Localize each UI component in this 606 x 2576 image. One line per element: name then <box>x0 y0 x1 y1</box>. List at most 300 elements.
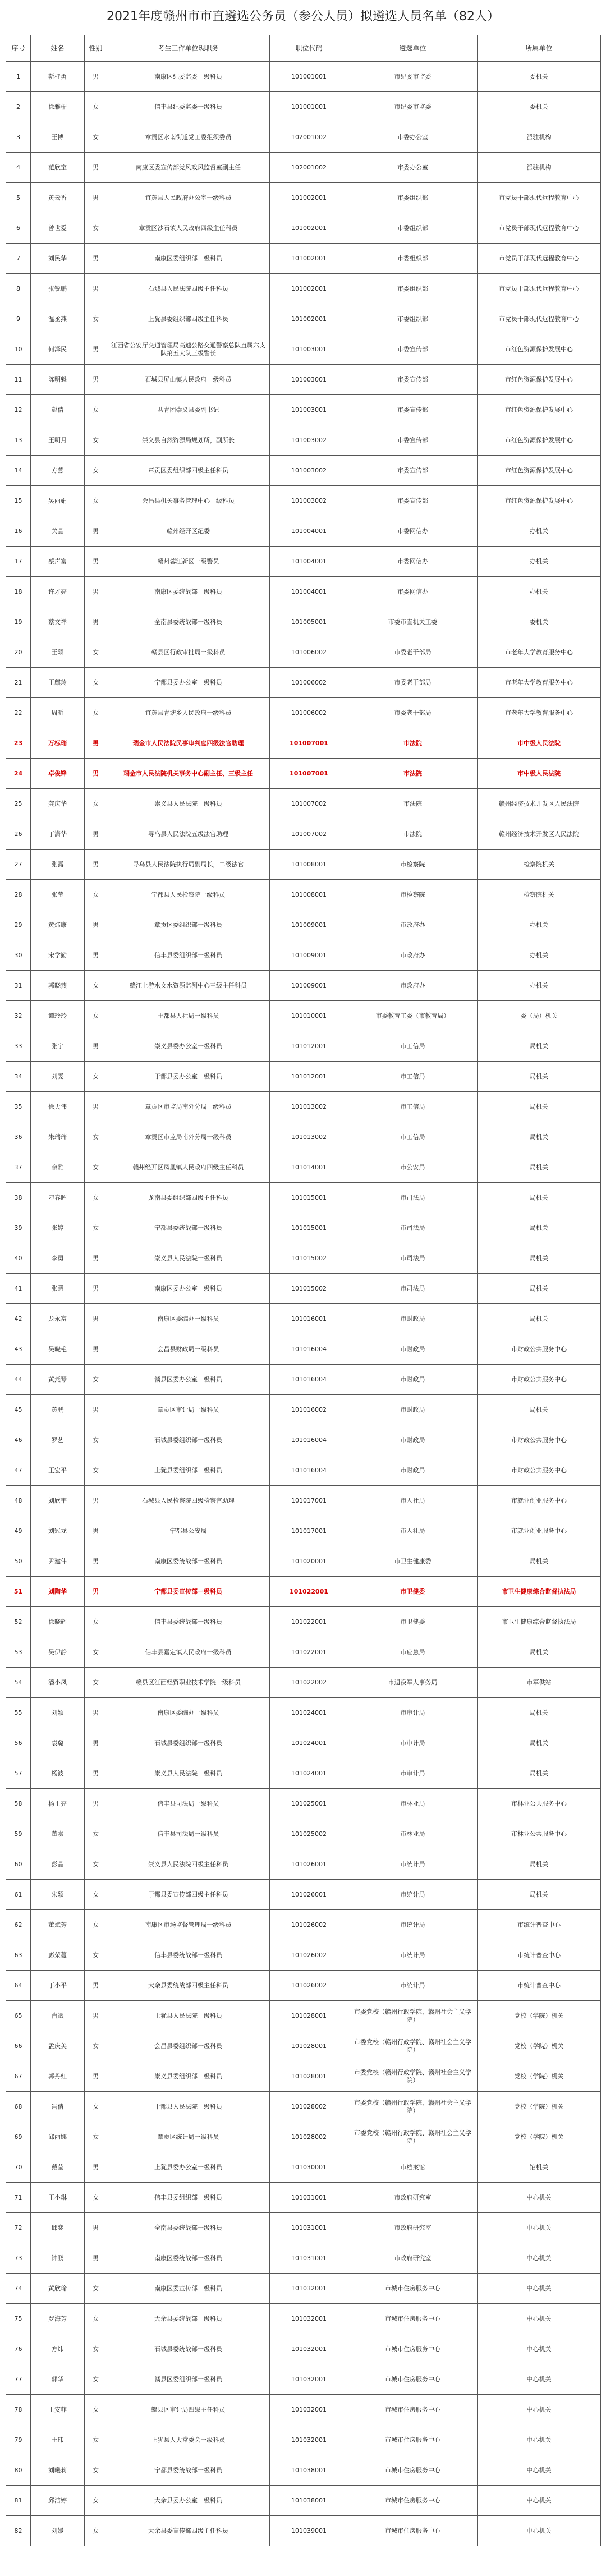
cell-name: 王宏平 <box>31 1455 85 1486</box>
cell-seq: 2 <box>6 92 31 122</box>
cell-gender: 女 <box>85 2395 107 2425</box>
cell-affiliated-unit: 市统计普查中心 <box>478 1910 601 1940</box>
cell-name: 朱瑞瑞 <box>31 1122 85 1152</box>
cell-affiliated-unit: 中心机关 <box>478 2455 601 2486</box>
table-row <box>6 1789 601 1819</box>
cell-affiliated-unit: 市统计普查中心 <box>478 1971 601 2001</box>
header-affiliated-unit: 所属单位 <box>478 35 601 62</box>
cell-gender: 女 <box>85 1213 107 1243</box>
cell-affiliated-unit: 市就业创业服务中心 <box>478 1516 601 1546</box>
cell-gender: 男 <box>85 1486 107 1516</box>
cell-name: 张露 <box>31 850 85 880</box>
cell-seq: 19 <box>6 607 31 637</box>
cell-gender: 女 <box>85 637 107 668</box>
table-row <box>6 698 601 728</box>
cell-selecting-unit: 市统计局 <box>348 1971 478 2001</box>
cell-gender: 女 <box>85 1425 107 1455</box>
cell-gender: 男 <box>85 334 107 365</box>
cell-gender: 男 <box>85 516 107 547</box>
cell-current-position: 大余县委宣传部四级主任科员 <box>107 2516 270 2546</box>
cell-selecting-unit: 市政府研究室 <box>348 2183 478 2213</box>
cell-selecting-unit: 市统计局 <box>348 1880 478 1910</box>
table-row <box>6 395 601 425</box>
cell-affiliated-unit: 市党员干部现代远程教育中心 <box>478 213 601 244</box>
cell-selecting-unit: 市委组织部 <box>348 213 478 244</box>
cell-position-code: 102001002 <box>270 122 348 153</box>
cell-seq: 30 <box>6 940 31 971</box>
header-gender: 性别 <box>85 35 107 62</box>
cell-affiliated-unit: 市红色资源保护发展中心 <box>478 365 601 395</box>
cell-name: 刘颖 <box>31 1698 85 1728</box>
cell-seq: 17 <box>6 547 31 577</box>
cell-affiliated-unit: 中心机关 <box>478 2334 601 2364</box>
cell-selecting-unit: 市委党校（赣州行政学院、赣州社会主义学院） <box>348 2122 478 2152</box>
cell-name: 关晶 <box>31 516 85 547</box>
cell-gender: 女 <box>85 1607 107 1637</box>
table-row <box>6 516 601 547</box>
cell-affiliated-unit: 市老年大学教育服务中心 <box>478 637 601 668</box>
cell-position-code: 101038001 <box>270 2455 348 2486</box>
cell-current-position: 瑞金市人民法院机关事务中心副主任、三级主任 <box>107 759 270 789</box>
table-row <box>6 577 601 607</box>
cell-position-code: 101038001 <box>270 2486 348 2516</box>
cell-gender: 女 <box>85 789 107 819</box>
cell-current-position: 南康区委统战部一级科员 <box>107 577 270 607</box>
cell-position-code: 101001001 <box>270 92 348 122</box>
cell-seq: 65 <box>6 2001 31 2031</box>
cell-position-code: 101006002 <box>270 698 348 728</box>
cell-selecting-unit: 市委老干部局 <box>348 637 478 668</box>
cell-current-position: 信丰县委组织部一级科员 <box>107 940 270 971</box>
cell-affiliated-unit: 局机关 <box>478 1758 601 1789</box>
cell-affiliated-unit: 委机关 <box>478 62 601 92</box>
cell-gender: 男 <box>85 1395 107 1425</box>
cell-position-code: 101003001 <box>270 395 348 425</box>
cell-affiliated-unit: 市中级人民法院 <box>478 728 601 759</box>
cell-current-position: 全南县委统战部一级科员 <box>107 2213 270 2243</box>
cell-current-position: 宁都县公安局 <box>107 1516 270 1546</box>
cell-position-code: 101015002 <box>270 1243 348 1274</box>
cell-gender: 女 <box>85 1001 107 1031</box>
cell-seq: 18 <box>6 577 31 607</box>
cell-gender: 男 <box>85 1789 107 1819</box>
cell-affiliated-unit: 局机关 <box>478 1849 601 1880</box>
cell-seq: 1 <box>6 62 31 92</box>
cell-seq: 72 <box>6 2213 31 2243</box>
cell-seq: 77 <box>6 2364 31 2395</box>
table-body <box>6 62 601 2546</box>
cell-name: 蔡声富 <box>31 547 85 577</box>
cell-name: 万标瑞 <box>31 728 85 759</box>
table-row <box>6 2334 601 2364</box>
cell-seq: 62 <box>6 1910 31 1940</box>
cell-seq: 11 <box>6 365 31 395</box>
cell-name: 方炜 <box>31 2334 85 2364</box>
header-name: 姓名 <box>31 35 85 62</box>
cell-current-position: 南康区委办公室一级科员 <box>107 1274 270 1304</box>
cell-position-code: 101015002 <box>270 1274 348 1304</box>
cell-position-code: 101022001 <box>270 1577 348 1607</box>
cell-affiliated-unit: 局机关 <box>478 1122 601 1152</box>
cell-current-position: 会昌县委组织部一级科员 <box>107 2031 270 2061</box>
cell-gender: 女 <box>85 2455 107 2486</box>
cell-selecting-unit: 市司法局 <box>348 1243 478 1274</box>
cell-gender: 女 <box>85 425 107 456</box>
cell-affiliated-unit: 中心机关 <box>478 2486 601 2516</box>
cell-affiliated-unit: 市财政公共服务中心 <box>478 1365 601 1395</box>
cell-seq: 5 <box>6 183 31 213</box>
cell-name: 余雅 <box>31 1152 85 1183</box>
table-row <box>6 1152 601 1183</box>
table-row <box>6 637 601 668</box>
cell-gender: 男 <box>85 1728 107 1758</box>
cell-gender: 女 <box>85 1365 107 1395</box>
cell-selecting-unit: 市委老干部局 <box>348 668 478 698</box>
cell-selecting-unit: 市司法局 <box>348 1274 478 1304</box>
cell-seq: 4 <box>6 153 31 183</box>
table-row <box>6 2516 601 2546</box>
cell-current-position: 章贡区统计局一级科员 <box>107 2122 270 2152</box>
cell-selecting-unit: 市委老干部局 <box>348 698 478 728</box>
table-row <box>6 365 601 395</box>
cell-current-position: 龙南县委组织部四级主任科员 <box>107 1183 270 1213</box>
cell-position-code: 101022001 <box>270 1607 348 1637</box>
cell-seq: 35 <box>6 1092 31 1122</box>
cell-selecting-unit: 市法院 <box>348 728 478 759</box>
table-row <box>6 334 601 365</box>
cell-gender: 男 <box>85 577 107 607</box>
cell-position-code: 101012001 <box>270 1031 348 1062</box>
cell-affiliated-unit: 办机关 <box>478 547 601 577</box>
cell-seq: 75 <box>6 2304 31 2334</box>
cell-position-code: 101026002 <box>270 1940 348 1971</box>
table-row <box>6 1213 601 1243</box>
cell-seq: 8 <box>6 274 31 304</box>
cell-position-code: 101009001 <box>270 971 348 1001</box>
table-row <box>6 62 601 92</box>
table-row <box>6 728 601 759</box>
cell-affiliated-unit: 派驻机构 <box>478 122 601 153</box>
cell-gender: 男 <box>85 759 107 789</box>
cell-affiliated-unit: 市红色资源保护发展中心 <box>478 456 601 486</box>
cell-seq: 44 <box>6 1365 31 1395</box>
cell-affiliated-unit: 局机关 <box>478 1213 601 1243</box>
cell-gender: 男 <box>85 1304 107 1334</box>
cell-current-position: 赣州经开区凤凰镇人民政府四级主任科员 <box>107 1152 270 1183</box>
cell-current-position: 石城县屏山镇人民政府一级科员 <box>107 365 270 395</box>
cell-gender: 女 <box>85 2486 107 2516</box>
cell-position-code: 101002001 <box>270 244 348 274</box>
cell-selecting-unit: 市城市住房服务中心 <box>348 2395 478 2425</box>
cell-selecting-unit: 市林业局 <box>348 1789 478 1819</box>
cell-affiliated-unit: 委机关 <box>478 92 601 122</box>
cell-selecting-unit: 市政府办 <box>348 940 478 971</box>
table-row <box>6 1425 601 1455</box>
cell-selecting-unit: 市政府研究室 <box>348 2243 478 2274</box>
cell-position-code: 101003001 <box>270 365 348 395</box>
cell-current-position: 赣江上游水文水资源监测中心三级主任科员 <box>107 971 270 1001</box>
cell-current-position: 信丰县司法局一级科员 <box>107 1789 270 1819</box>
cell-affiliated-unit: 局机关 <box>478 1698 601 1728</box>
table-row <box>6 910 601 940</box>
cell-position-code: 101007002 <box>270 789 348 819</box>
cell-name: 黄燕琴 <box>31 1365 85 1395</box>
cell-affiliated-unit: 市财政公共服务中心 <box>478 1425 601 1455</box>
cell-seq: 45 <box>6 1395 31 1425</box>
cell-gender: 男 <box>85 244 107 274</box>
cell-gender: 女 <box>85 971 107 1001</box>
cell-selecting-unit: 市卫生健康委 <box>348 1546 478 1577</box>
cell-affiliated-unit: 中心机关 <box>478 2183 601 2213</box>
cell-current-position: 宁都县人民检察院一级科员 <box>107 880 270 910</box>
cell-current-position: 赣州蓉江新区一级警员 <box>107 547 270 577</box>
cell-current-position: 寻乌县人民法院执行局副局长，二级法官 <box>107 850 270 880</box>
cell-seq: 27 <box>6 850 31 880</box>
cell-affiliated-unit: 局机关 <box>478 1183 601 1213</box>
cell-selecting-unit: 市纪委市监委 <box>348 62 478 92</box>
cell-seq: 55 <box>6 1698 31 1728</box>
cell-gender: 女 <box>85 1880 107 1910</box>
cell-current-position: 章贡区审计局一级科员 <box>107 1395 270 1425</box>
cell-selecting-unit: 市委党校（赣州行政学院、赣州社会主义学院） <box>348 2061 478 2092</box>
cell-seq: 20 <box>6 637 31 668</box>
cell-affiliated-unit: 中心机关 <box>478 2274 601 2304</box>
table-row <box>6 456 601 486</box>
table-row <box>6 1668 601 1698</box>
cell-selecting-unit: 市委网信办 <box>348 547 478 577</box>
header-current-position: 考生工作单位现职务 <box>107 35 270 62</box>
cell-name: 刘冠龙 <box>31 1516 85 1546</box>
cell-position-code: 101022002 <box>270 1668 348 1698</box>
cell-seq: 47 <box>6 1455 31 1486</box>
cell-selecting-unit: 市审计局 <box>348 1758 478 1789</box>
cell-seq: 54 <box>6 1668 31 1698</box>
cell-gender: 男 <box>85 2243 107 2274</box>
cell-position-code: 101002001 <box>270 213 348 244</box>
cell-gender: 男 <box>85 1971 107 2001</box>
table-row <box>6 1971 601 2001</box>
cell-name: 肖斌 <box>31 2001 85 2031</box>
table-row <box>6 1122 601 1152</box>
cell-selecting-unit: 市法院 <box>348 819 478 850</box>
cell-gender: 女 <box>85 2334 107 2364</box>
cell-seq: 74 <box>6 2274 31 2304</box>
cell-current-position: 大余县委统战部四级主任科员 <box>107 1971 270 2001</box>
cell-current-position: 于都县人民法院一级科员 <box>107 2092 270 2122</box>
table-row <box>6 2304 601 2334</box>
cell-seq: 66 <box>6 2031 31 2061</box>
cell-selecting-unit: 市检察院 <box>348 850 478 880</box>
table-row <box>6 1304 601 1334</box>
cell-name: 周昕 <box>31 698 85 728</box>
cell-selecting-unit: 市档案馆 <box>348 2152 478 2183</box>
cell-seq: 22 <box>6 698 31 728</box>
cell-name: 董嘉 <box>31 1819 85 1849</box>
cell-affiliated-unit: 市军供站 <box>478 1668 601 1698</box>
cell-current-position: 上犹县委组织部一级科员 <box>107 1455 270 1486</box>
table-row <box>6 1910 601 1940</box>
table-row <box>6 304 601 334</box>
cell-selecting-unit: 市人社局 <box>348 1516 478 1546</box>
cell-position-code: 101028001 <box>270 2001 348 2031</box>
table-row <box>6 1486 601 1516</box>
cell-name: 尹建伟 <box>31 1546 85 1577</box>
table-row <box>6 153 601 183</box>
cell-seq: 57 <box>6 1758 31 1789</box>
cell-current-position: 章贡区市监局南外分局一级科员 <box>107 1092 270 1122</box>
table-row <box>6 486 601 516</box>
cell-name: 黄鹏 <box>31 1395 85 1425</box>
cell-selecting-unit: 市卫健委 <box>348 1577 478 1607</box>
cell-current-position: 石城县委组织部一级科员 <box>107 1728 270 1758</box>
cell-position-code: 101032001 <box>270 2364 348 2395</box>
cell-affiliated-unit: 市卫生健康综合监督执法局 <box>478 1577 601 1607</box>
cell-position-code: 101002001 <box>270 304 348 334</box>
cell-name: 丁潇华 <box>31 819 85 850</box>
table-row <box>6 2001 601 2031</box>
cell-seq: 50 <box>6 1546 31 1577</box>
table-row <box>6 2061 601 2092</box>
cell-selecting-unit: 市人社局 <box>348 1486 478 1516</box>
cell-affiliated-unit: 市老年大学教育服务中心 <box>478 698 601 728</box>
cell-gender: 女 <box>85 395 107 425</box>
cell-position-code: 101002001 <box>270 183 348 213</box>
cell-selecting-unit: 市委市直机关工委 <box>348 607 478 637</box>
cell-position-code: 101032001 <box>270 2425 348 2455</box>
cell-current-position: 赣县区委办公室一级科员 <box>107 1365 270 1395</box>
cell-current-position: 会昌县财政局一级科员 <box>107 1334 270 1365</box>
cell-selecting-unit: 市财政局 <box>348 1304 478 1334</box>
cell-affiliated-unit: 中心机关 <box>478 2304 601 2334</box>
cell-name: 龚庆华 <box>31 789 85 819</box>
cell-gender: 男 <box>85 547 107 577</box>
cell-seq: 68 <box>6 2092 31 2122</box>
cell-selecting-unit: 市统计局 <box>348 1910 478 1940</box>
table-row <box>6 1183 601 1213</box>
cell-current-position: 于都县人社局一级科员 <box>107 1001 270 1031</box>
cell-name: 杨波 <box>31 1758 85 1789</box>
cell-position-code: 101032001 <box>270 2395 348 2425</box>
cell-current-position: 上犹县委组织部四级主任科员 <box>107 304 270 334</box>
cell-name: 冯倩 <box>31 2092 85 2122</box>
cell-position-code: 101013002 <box>270 1122 348 1152</box>
cell-position-code: 101017001 <box>270 1516 348 1546</box>
table-row <box>6 759 601 789</box>
table-row <box>6 668 601 698</box>
cell-gender: 男 <box>85 274 107 304</box>
cell-selecting-unit: 市财政局 <box>348 1334 478 1365</box>
cell-current-position: 赣县区行政审批局一级科员 <box>107 637 270 668</box>
cell-seq: 21 <box>6 668 31 698</box>
cell-current-position: 石城县委统战部一级科员 <box>107 2334 270 2364</box>
table-row <box>6 940 601 971</box>
cell-affiliated-unit: 局机关 <box>478 1031 601 1062</box>
cell-name: 刘曦莉 <box>31 2455 85 2486</box>
cell-current-position: 大余县委办公室一级科员 <box>107 2486 270 2516</box>
cell-position-code: 101014001 <box>270 1152 348 1183</box>
cell-name: 刘民华 <box>31 244 85 274</box>
cell-affiliated-unit: 办机关 <box>478 910 601 940</box>
cell-position-code: 101016002 <box>270 1395 348 1425</box>
cell-gender: 女 <box>85 1122 107 1152</box>
cell-name: 丁小平 <box>31 1971 85 2001</box>
cell-seq: 39 <box>6 1213 31 1243</box>
cell-name: 陈明魁 <box>31 365 85 395</box>
cell-selecting-unit: 市委组织部 <box>348 304 478 334</box>
cell-selecting-unit: 市政府研究室 <box>348 2213 478 2243</box>
cell-seq: 58 <box>6 1789 31 1819</box>
cell-affiliated-unit: 中心机关 <box>478 2213 601 2243</box>
cell-seq: 61 <box>6 1880 31 1910</box>
cell-affiliated-unit: 党校（学院）机关 <box>478 2031 601 2061</box>
cell-current-position: 南康区委组织部一级科员 <box>107 244 270 274</box>
cell-name: 黄云香 <box>31 183 85 213</box>
cell-seq: 48 <box>6 1486 31 1516</box>
cell-affiliated-unit: 市党员干部现代远程教育中心 <box>478 304 601 334</box>
table-row <box>6 2152 601 2183</box>
cell-gender: 男 <box>85 819 107 850</box>
table-row <box>6 183 601 213</box>
cell-gender: 女 <box>85 304 107 334</box>
table-row <box>6 1758 601 1789</box>
cell-current-position: 南康区委统战部一级科员 <box>107 1546 270 1577</box>
cell-seq: 56 <box>6 1728 31 1758</box>
cell-gender: 女 <box>85 2122 107 2152</box>
cell-affiliated-unit: 市党员干部现代远程教育中心 <box>478 244 601 274</box>
cell-gender: 女 <box>85 2031 107 2061</box>
cell-gender: 男 <box>85 850 107 880</box>
header-seq: 序号 <box>6 35 31 62</box>
cell-gender: 男 <box>85 1546 107 1577</box>
cell-selecting-unit: 市城市住房服务中心 <box>348 2425 478 2455</box>
cell-seq: 42 <box>6 1304 31 1334</box>
cell-name: 董斌芳 <box>31 1910 85 1940</box>
cell-name: 龙永富 <box>31 1304 85 1334</box>
cell-seq: 31 <box>6 971 31 1001</box>
cell-seq: 14 <box>6 456 31 486</box>
cell-affiliated-unit: 局机关 <box>478 1546 601 1577</box>
cell-seq: 76 <box>6 2334 31 2364</box>
cell-current-position: 会昌县机关事务管理中心一级科员 <box>107 486 270 516</box>
cell-seq: 78 <box>6 2395 31 2425</box>
cell-seq: 9 <box>6 304 31 334</box>
cell-name: 郭华 <box>31 2364 85 2395</box>
cell-position-code: 101031001 <box>270 2243 348 2274</box>
cell-position-code: 101031001 <box>270 2183 348 2213</box>
cell-name: 刘媛 <box>31 2516 85 2546</box>
cell-gender: 女 <box>85 2304 107 2334</box>
cell-seq: 52 <box>6 1607 31 1637</box>
cell-affiliated-unit: 局机关 <box>478 1880 601 1910</box>
cell-affiliated-unit: 办机关 <box>478 577 601 607</box>
cell-gender: 男 <box>85 1758 107 1789</box>
cell-gender: 男 <box>85 1698 107 1728</box>
cell-gender: 男 <box>85 153 107 183</box>
cell-current-position: 崇义县人民法院一级科员 <box>107 1243 270 1274</box>
cell-name: 朱颖 <box>31 1880 85 1910</box>
cell-affiliated-unit: 市党员干部现代远程教育中心 <box>478 183 601 213</box>
cell-name: 张慧 <box>31 1274 85 1304</box>
cell-current-position: 大余县委统战部一级科员 <box>107 2304 270 2334</box>
cell-name: 邱奕 <box>31 2213 85 2243</box>
cell-affiliated-unit: 检察院机关 <box>478 880 601 910</box>
cell-gender: 女 <box>85 1152 107 1183</box>
cell-current-position: 共青团崇义县委副书记 <box>107 395 270 425</box>
cell-affiliated-unit: 党校（学院）机关 <box>478 2001 601 2031</box>
cell-name: 刁春晖 <box>31 1183 85 1213</box>
cell-current-position: 崇义县人民法院四级主任科员 <box>107 1849 270 1880</box>
cell-selecting-unit: 市城市住房服务中心 <box>348 2486 478 2516</box>
